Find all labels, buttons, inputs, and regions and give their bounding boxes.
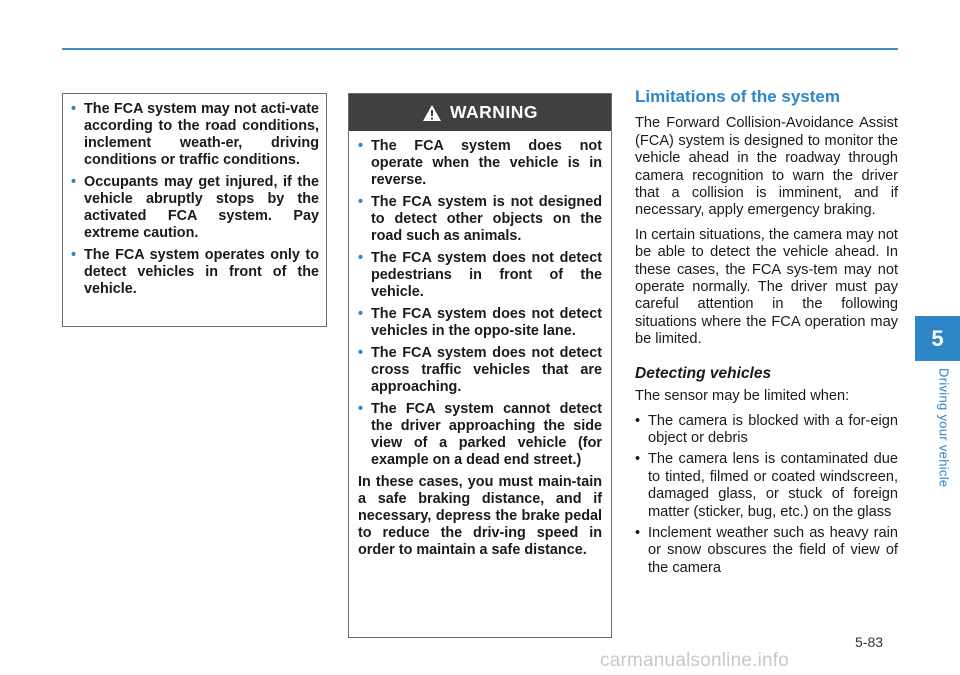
intro-text: The sensor may be limited when: [635, 388, 850, 405]
main-column [635, 88, 898, 581]
list-item: • The FCA system does not detect vehicles in the oppo-site lane. [358, 306, 602, 340]
chapter-number-tab: 5 [915, 316, 960, 361]
chapter-title [937, 368, 951, 500]
caution-box [62, 93, 327, 327]
warning-triangle-icon [422, 104, 442, 122]
list-item: • The FCA system does not detect pedestrians in front of the vehicle. [358, 250, 602, 301]
list-item: • The FCA system operates only to detect vehicles in front of the vehicle. [71, 247, 319, 298]
section-heading: Limitations of the system [635, 87, 840, 106]
warning-title: WARNING [449, 102, 539, 122]
warning-body [349, 131, 611, 559]
subsection-heading: Detecting vehicles [635, 364, 772, 382]
warning-header [349, 94, 611, 131]
list-item: • The camera lens is contaminated due to tinted, filmed or coated windscreen, damaged glass, or stuck of foreign matter (sticker, bug, etc.) on the glass [635, 451, 898, 521]
list-item: • The FCA system does not operate when the vehicle is in reverse. [358, 138, 602, 189]
paragraph: The Forward Collision-Avoidance Assist (FCA) system is designed to monitor the vehicle ahead in the roadway through camera recognition to warn the driver that a collision is imminent, and if necessary, apply emergency braking. [635, 115, 898, 219]
warning-box [348, 93, 612, 638]
list-item: • The camera is blocked with a for-eign object or debris [635, 413, 898, 448]
list-item: • Occupants may get injured, if the vehicle abruptly stops by the activated FCA system. Pay extreme caution. [71, 174, 319, 242]
list-item: • The FCA system is not designed to detect other objects on the road such as animals. [358, 194, 602, 245]
paragraph: In certain situations, the camera may not be able to detect the vehicle ahead. In these cases, the FCA sys-tem may not operate normally. The driver must pay careful attention in the following situations where the FCA operation may be limited. [635, 226, 898, 348]
list-item: • The FCA system cannot detect the driver approaching the side view of a parked vehicle (for example on a dead end street.) [358, 401, 602, 469]
warning-list [358, 138, 602, 469]
warning-conclusion: In these cases, you must main-tain a safe braking distance, and if necessary, depress the brake pedal to reduce the driv-ing speed in order to maintain a safe distance. [358, 474, 602, 558]
caution-list [71, 101, 319, 298]
top-rule [62, 48, 898, 50]
watermark: carmanualsonline.info [600, 650, 790, 671]
list-item: • The FCA system may not acti-vate according to the road conditions, inclement weath-er, driving conditions or traffic conditions. [71, 101, 319, 169]
limitations-list [635, 413, 898, 578]
page-number: 5-83 [855, 634, 884, 650]
chapter-title-text: Driving your vehicle [936, 368, 952, 488]
list-item: • The FCA system does not detect cross traffic vehicles that are approaching. [358, 345, 602, 396]
list-item: • Inclement weather such as heavy rain or snow obscures the field of view of the camera [635, 525, 898, 577]
